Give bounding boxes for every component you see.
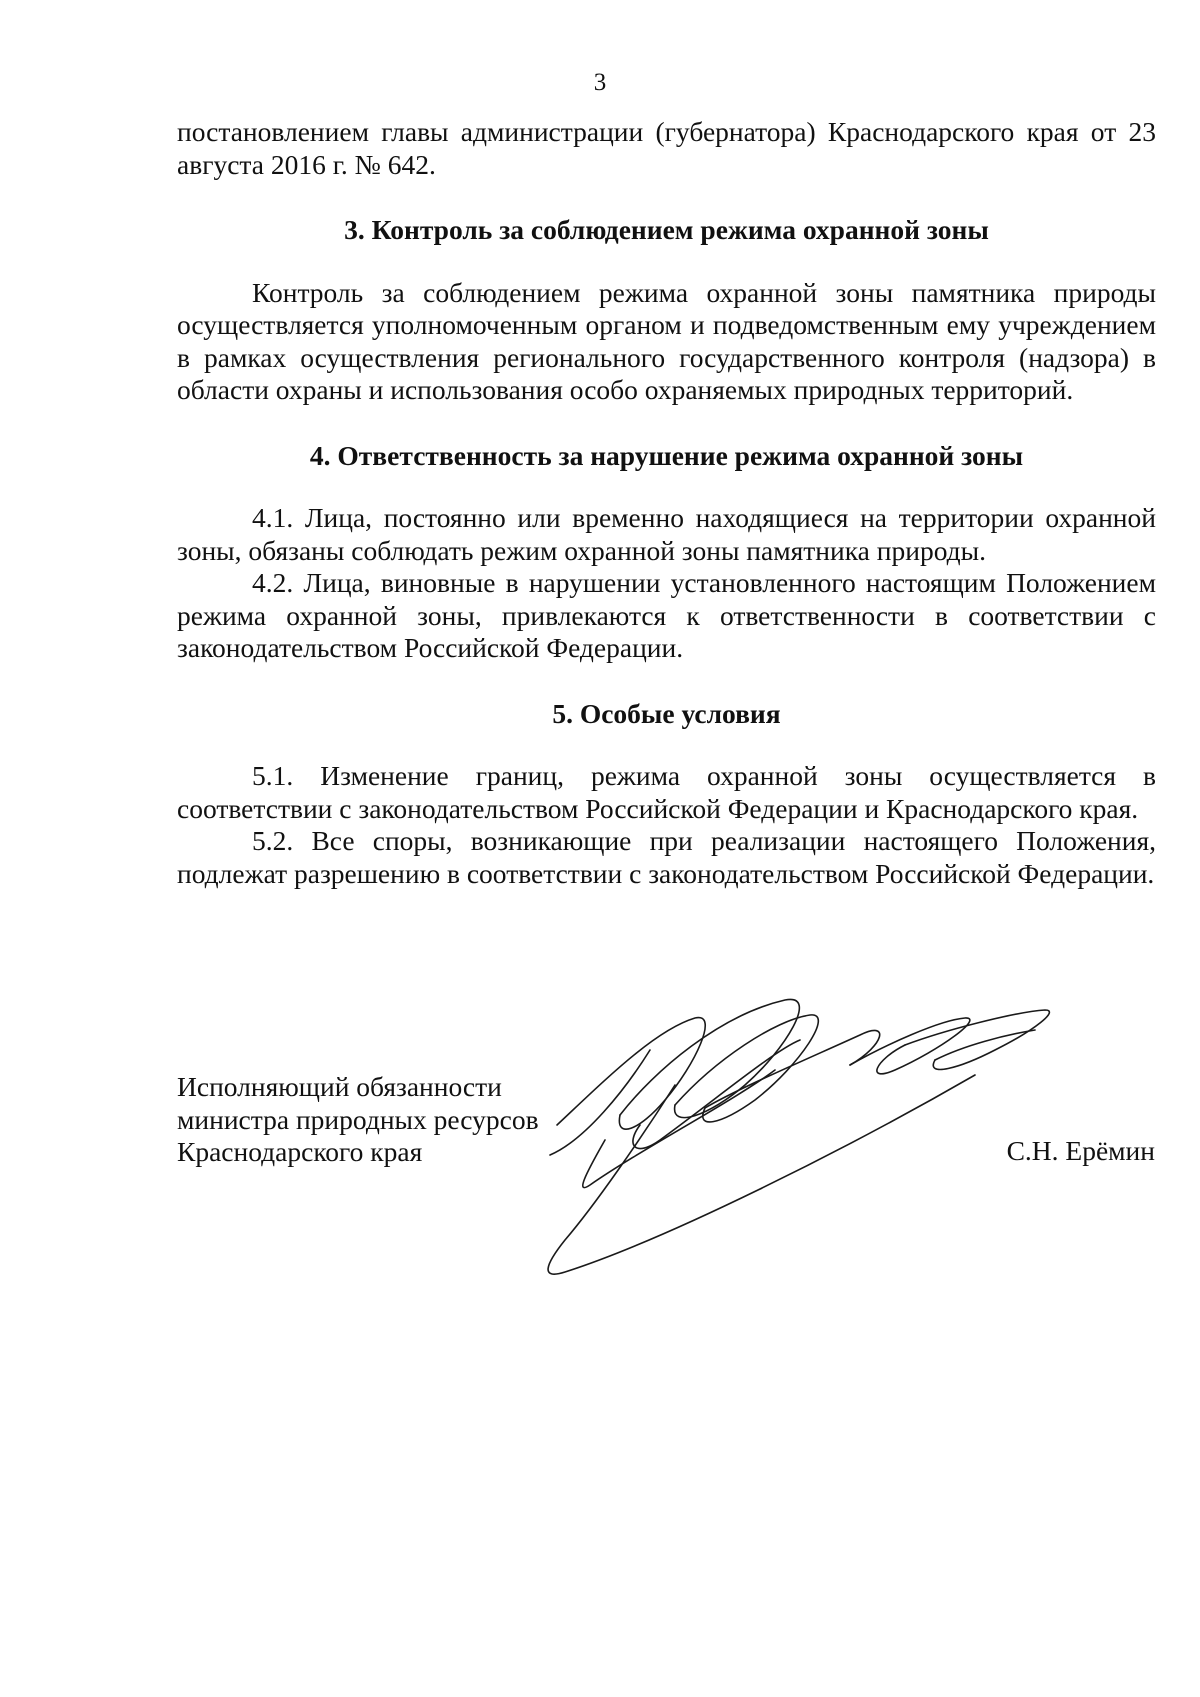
section-4-item-2: 4.2. Лица, виновные в нарушении установленного настоящим Положением режима охранной зоны, привлекаются к ответственности в соответствии с законодательством Российской Федерации.	[177, 567, 1156, 663]
signer-title-line: министра природных ресурсов	[177, 1103, 539, 1135]
section-4-heading: 4. Ответственность за нарушение режима охранной зоны	[309, 439, 1024, 471]
section-3-heading: 3. Контроль за соблюдением режима охранной зоны	[344, 214, 989, 245]
document-body	[177, 116, 1156, 890]
section-5-item-2: 5.2. Все споры, возникающие при реализации настоящего Положения, подлежат разрешению в соответствии с законодательством Российской Федерации.	[177, 825, 1156, 889]
section-4-item-1: 4.1. Лица, постоянно или временно находящиеся на территории охранной зоны, обязаны соблюдать режим охранной зоны памятника природы.	[177, 502, 1156, 566]
signer-name: С.Н. Ерёмин	[1006, 1135, 1155, 1166]
section-3-paragraph: Контроль за соблюдением режима охранной зоны памятника природы осуществляется уполномоченным органом и подведомственным ему учреждением в рамках осуществления регионального государственного контроля (надзора) в области охраны и использования особо охраняемых природных территорий.	[177, 276, 1156, 405]
intro-paragraph: постановлением главы администрации (губернатора) Краснодарского края от 23 августа 2016 г. № 642.	[177, 116, 1156, 180]
section-5-heading: 5. Особые условия	[552, 697, 781, 729]
signer-title	[177, 1071, 539, 1169]
section-5-item-1: 5.1. Изменение границ, режима охранной зоны осуществляется в соответствии с законодательством Российской Федерации и Краснодарского края.	[177, 760, 1156, 824]
signer-title-line: Краснодарского края	[177, 1136, 423, 1167]
page-number: 3	[593, 69, 607, 96]
signer-title-line: Исполняющий обязанности	[177, 1071, 502, 1102]
handwritten-signature	[545, 990, 1145, 1350]
